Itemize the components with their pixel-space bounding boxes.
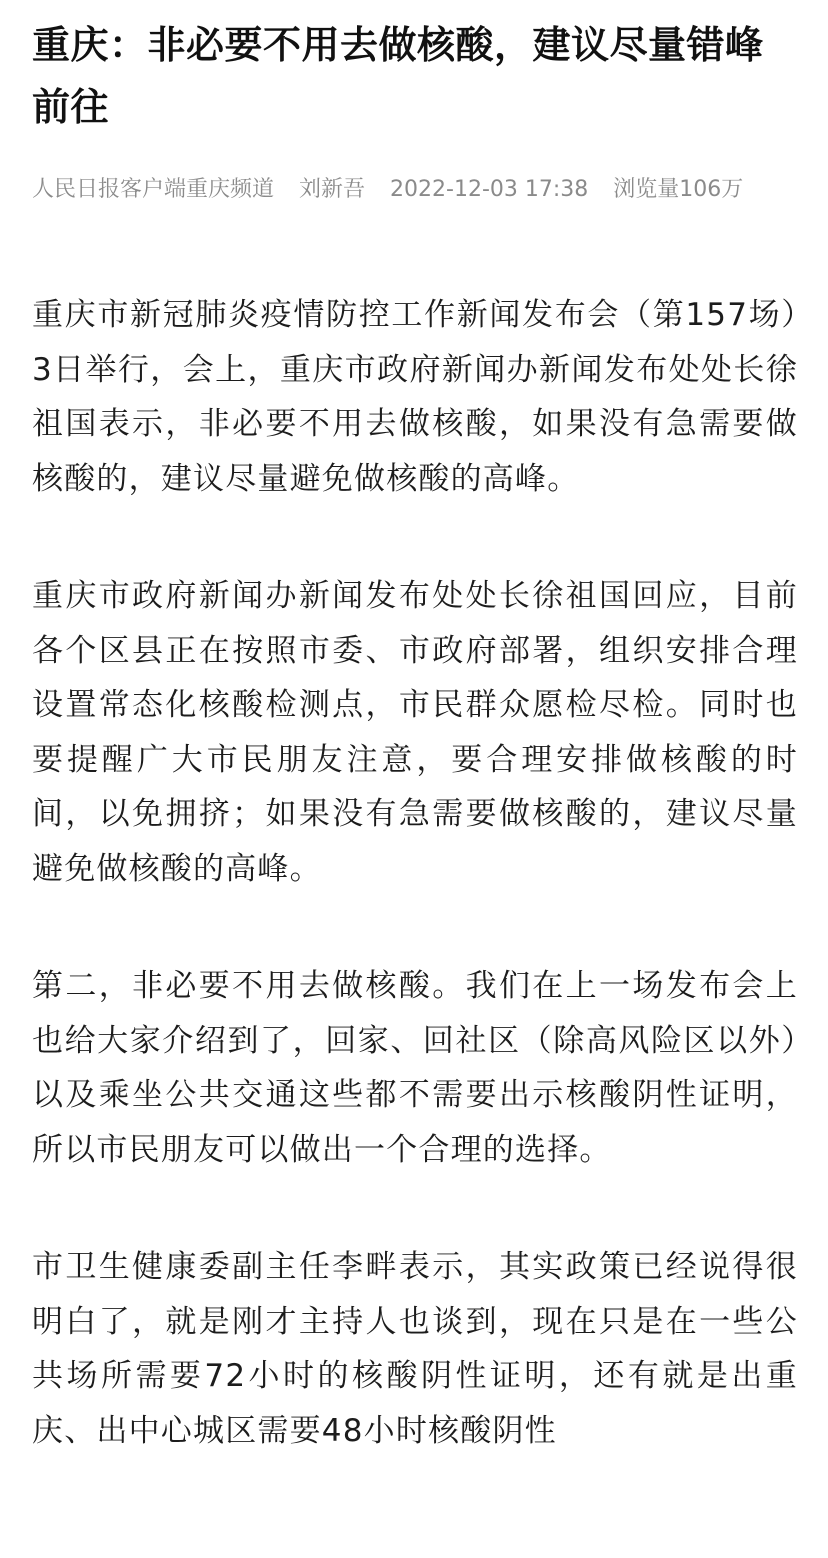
article-views: 浏览量106万 xyxy=(613,177,744,202)
article-author[interactable]: 刘新吾 xyxy=(299,177,366,202)
article-body xyxy=(32,288,798,1458)
article-paragraph: 重庆市政府新闻办新闻发布处处长徐祖国回应，目前各个区县正在按照市委、市政府部署，组织安排合理设置常态化核酸检测点，市民群众愿检尽检。同时也要提醒广大市民朋友注意，要合理安排做核酸的时间，以免拥挤；如果没有急需要做核酸的，建议尽量避免做核酸的高峰。 xyxy=(32,578,798,887)
article-paragraph: 市卫生健康委副主任李畔表示，其实政策已经说得很明白了，就是刚才主持人也谈到，现在只是在一些公共场所需要72小时的核酸阴性证明，还有就是出重庆、出中心城区需要48小时核酸阴性 xyxy=(32,1249,798,1449)
article-meta xyxy=(32,174,798,206)
article-datetime: 2022-12-03 17:38 xyxy=(390,177,589,202)
article-title: 重庆：非必要不用去做核酸，建议尽量错峰前往 xyxy=(32,23,764,129)
article-paragraph: 重庆市新冠肺炎疫情防控工作新闻发布会（第157场）3日举行，会上，重庆市政府新闻办新闻发布处处长徐祖国表示，非必要不用去做核酸，如果没有急需要做核酸的，建议尽量避免做核酸的高峰。 xyxy=(32,297,798,497)
article-paragraph: 第二，非必要不用去做核酸。我们在上一场发布会上也给大家介绍到了，回家、回社区（除高风险区以外）以及乘坐公共交通这些都不需要出示核酸阴性证明，所以市民朋友可以做出一个合理的选择。 xyxy=(32,968,798,1168)
article-source[interactable]: 人民日报客户端重庆频道 xyxy=(32,177,275,202)
